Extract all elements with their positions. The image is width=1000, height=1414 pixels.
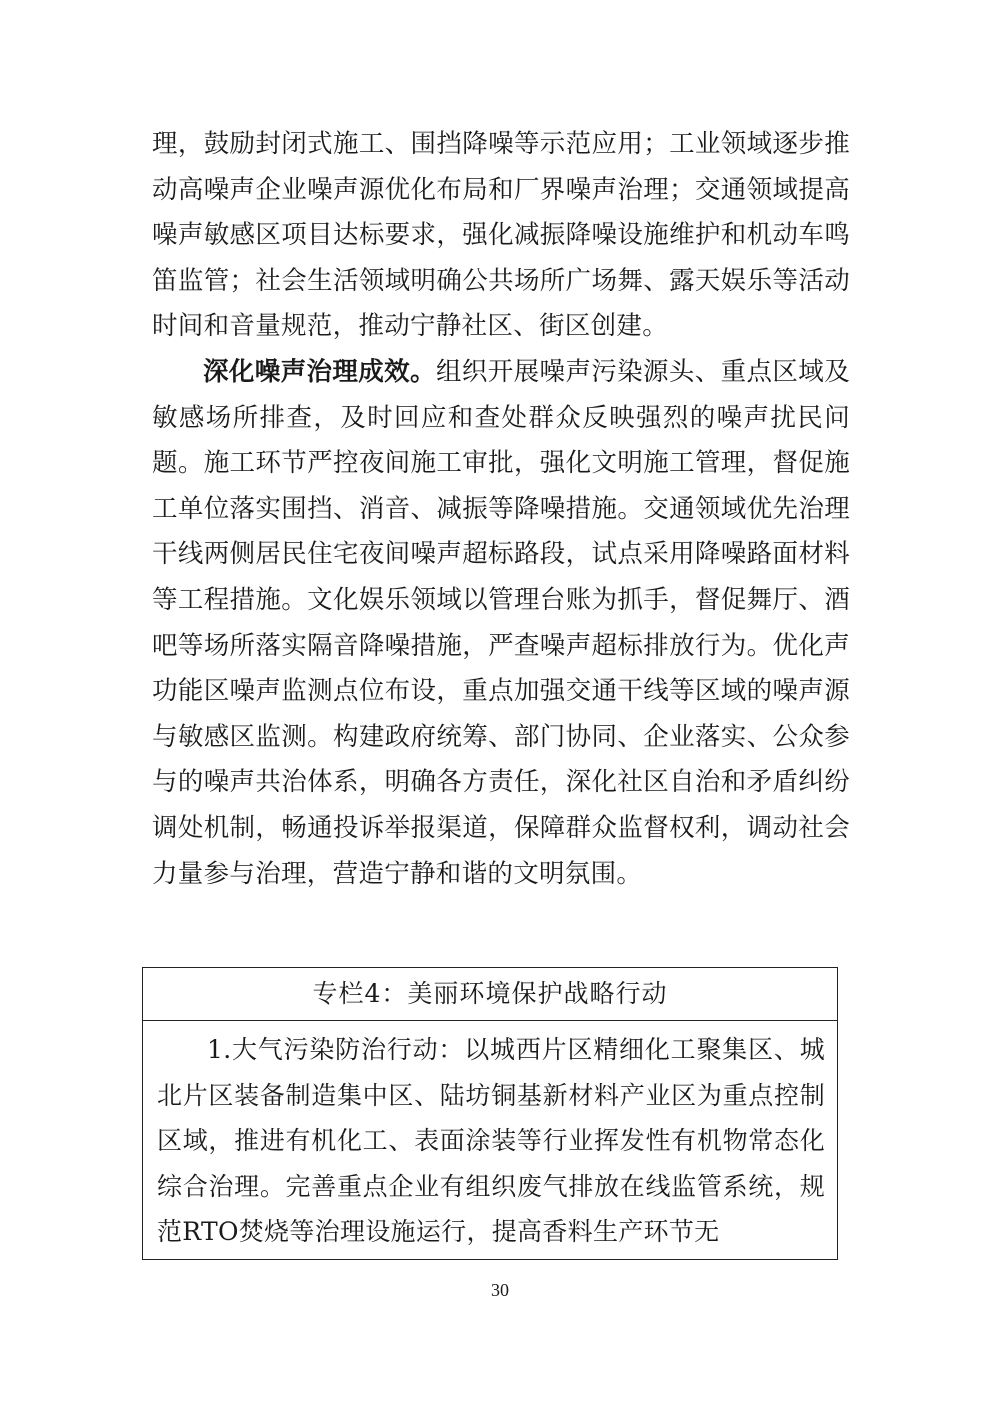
paragraph-body: 组织开展噪声污染源头、重点区域及敏感场所排查，及时回应和查处群众反映强烈的噪声扰民问题。施工环节严控夜间施工审批，强化文明施工管理，督促施工单位落实围挡、消音、减振等降噪措施。交通领域优先治理干线两侧居民住宅夜间噪声超标路段，试点采用降噪路面材料等工程措施。文化娱乐领域以管理台账为抓手，督促舞厅、酒吧等场所落实隔音降噪措施，严查噪声超标排放行为。优化声功能区噪声监测点位布设，重点加强交通干线等区域的噪声源与敏感区监测。构建政府统筹、部门协同、企业落实、公众参与的噪声共治体系，明确各方责任，深化社区自治和矛盾纠纷调处机制，畅通投诉举报渠道，保障群众监督权利，调动社会力量参与治理，营造宁静和谐的文明氛围。 [152, 356, 850, 889]
column-box-item-1: 1.大气污染防治行动：以城西片区精细化工聚集区、城北片区装备制造集中区、陆坊铜基新材料产业区为重点控制区域，推进有机化工、表面涂装等行业挥发性有机物常态化综合治理。完善重点企业有组织废气排放在线监管系统，规范RTO焚烧等治理设施运行，提高香料生产环节无 [157, 1035, 825, 1247]
body-text [152, 122, 850, 897]
paragraph-lead-heading: 深化噪声治理成效。 [203, 356, 436, 387]
paragraph-noise-governance [152, 350, 850, 897]
column-box-title: 专栏4：美丽环境保护战略行动 [143, 968, 837, 1021]
page-number: 30 [491, 1280, 509, 1300]
column-box [142, 967, 838, 1260]
paragraph-continued: 理，鼓励封闭式施工、围挡降噪等示范应用；工业领域逐步推动高噪声企业噪声源优化布局和厂界噪声治理；交通领域提高噪声敏感区项目达标要求，强化减振降噪设施维护和机动车鸣笛监管；社会生活领域明确公共场所广场舞、露天娱乐等活动时间和音量规范，推动宁静社区、街区创建。 [152, 129, 850, 342]
